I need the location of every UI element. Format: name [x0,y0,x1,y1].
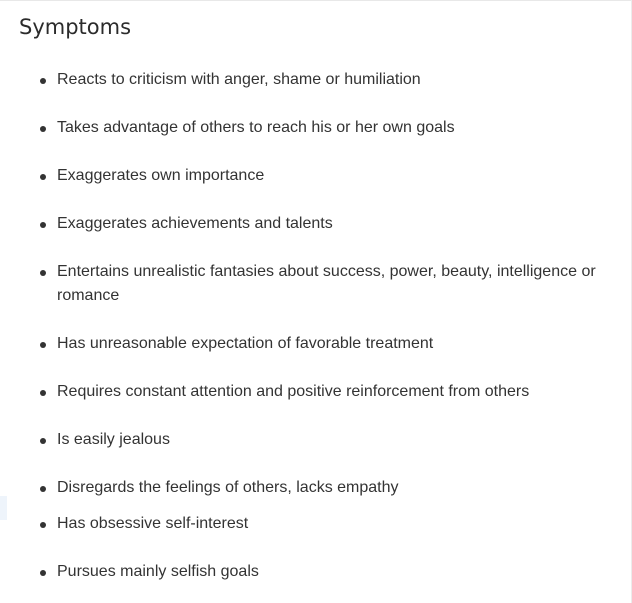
symptom-item: Has obsessive self-interest [57,512,613,536]
symptom-item: Pursues mainly selfish goals [57,560,613,584]
symptom-item: Exaggerates own importance [57,164,613,188]
top-border [0,0,632,1]
section-title: Symptoms [19,15,132,39]
symptom-item: Exaggerates achievements and talents [57,212,613,236]
symptom-item: Reacts to criticism with anger, shame or humiliation [57,68,613,92]
symptom-item: Requires constant attention and positive reinforcement from others [57,380,613,404]
symptom-item: Disregards the feelings of others, lacks empathy [57,476,613,500]
symptom-item: Is easily jealous [57,428,613,452]
symptom-item: Has unreasonable expectation of favorable treatment [57,332,613,356]
symptom-item: Takes advantage of others to reach his or her own goals [57,116,613,140]
left-edge-marker [0,496,7,520]
symptom-item: Entertains unrealistic fantasies about success, power, beauty, intelligence or romance [57,260,613,308]
